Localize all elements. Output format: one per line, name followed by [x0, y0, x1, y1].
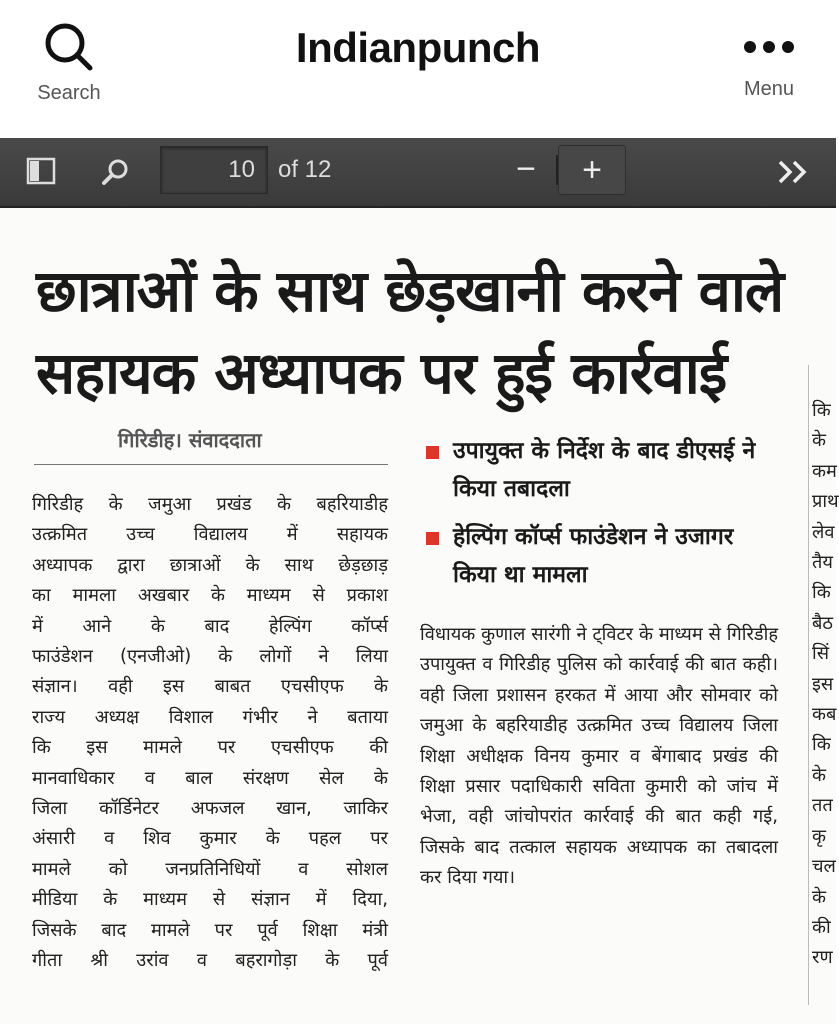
more-dots-icon	[724, 20, 814, 74]
highlight-text: उपायुक्त के निर्देश के बाद डीएसई ने किया तबादला	[453, 438, 756, 502]
column-line: कि	[812, 734, 831, 756]
column-line: राज्य अध्यक्ष विशाल गंभीर ने बताया	[32, 706, 388, 728]
page-count: of 12	[278, 156, 332, 183]
site-title[interactable]: Indianpunch	[295, 24, 541, 71]
search-label: Search	[37, 82, 101, 104]
byline-rule	[34, 464, 388, 465]
column-line: गीता श्री उरांव व बहरागोड़ा के पूर्व	[32, 950, 388, 972]
highlight-item	[424, 432, 784, 508]
menu-label: Menu	[743, 78, 795, 100]
column-line: मानवाधिकार व बाल संरक्षण सेल के	[32, 767, 388, 789]
column-line: तैय	[812, 552, 833, 574]
column-line: के	[812, 764, 826, 786]
menu-button[interactable]	[724, 20, 814, 101]
column-line: उत्क्रमित उच्च विद्यालय में सहायक	[32, 524, 388, 546]
site-header	[0, 0, 836, 138]
article-headline: छात्राओं के साथ छेड़खानी करने वाले सहायक अध्यापक पर हुई कार्रवाई	[36, 257, 784, 407]
zoom-out-button[interactable]: −	[516, 150, 536, 188]
column-line: संज्ञान। वही इस बाबत एचसीएफ के	[32, 676, 388, 698]
column-line: अंसारी व शिव कुमार के पहल पर	[32, 828, 388, 850]
article-column-left	[32, 490, 388, 977]
column-line: कृ	[812, 825, 826, 847]
column-line: सिं	[812, 643, 830, 665]
article-byline: गिरिडीह। संवाददाता	[118, 428, 262, 452]
column-line: कि इस मामले पर एचसीएफ की	[32, 737, 388, 759]
red-square-bullet-icon	[426, 446, 439, 459]
column-line: कम	[812, 460, 837, 482]
pdf-toolbar	[0, 138, 836, 208]
zoom-in-button[interactable]: +	[558, 145, 626, 195]
find-icon[interactable]	[100, 156, 132, 188]
article-column-middle: विधायक कुणाल सारंगी ने ट्विटर के माध्यम से गिरिडीह उपायुक्त व गिरिडीह पुलिस को कार्रवाई की बात कही। वही जिला प्रशासन हरकत में आया और सोमवार को जमुआ के बहरियाडीह उत्क्रमित उच्च विद्यालय जिला शिक्षा अधीक्षक विनय कुमार व बेंगाबाद प्रखंड की शिक्षा प्रसार पदाधिकारी सविता कुमारी को जांच में भेजा, वही जांचोपरांत कार्रवाई की बात कही गई, जिसके बाद तत्काल सहायक अध्यापक का तबादला कर दिया गया।	[420, 624, 778, 889]
column-line: तत	[812, 795, 833, 817]
column-line: लेव	[812, 521, 835, 543]
column-line: कि	[812, 400, 831, 421]
red-square-bullet-icon	[426, 532, 439, 545]
column-line: का मामला अखबार के माध्यम से प्रकाश	[32, 585, 388, 607]
zoom-controls	[494, 145, 626, 195]
tools-chevrons-icon[interactable]	[776, 158, 812, 186]
column-line: कब	[812, 704, 837, 726]
highlight-item	[424, 518, 784, 594]
column-line: की	[812, 916, 831, 938]
column-line: रण	[812, 947, 833, 969]
column-line: कि	[812, 582, 831, 604]
page-number-input[interactable]: 10	[160, 146, 268, 194]
column-line: मीडिया के माध्यम से संज्ञान में दिया,	[32, 889, 388, 911]
column-line: जिसके बाद मामले पर पूर्व शिक्षा मंत्री	[32, 919, 388, 941]
column-line: फाउंडेशन (एनजीओ) के लोगों ने लिया	[32, 646, 388, 668]
column-line: में आने के बाद हेल्पिंग कॉर्प्स	[32, 615, 388, 637]
column-line: इस	[812, 673, 834, 695]
column-line: अध्यापक द्वारा छात्राओं के साथ छेड़छाड़	[32, 554, 388, 576]
column-line: प्राथ	[812, 491, 839, 513]
column-line: चल	[812, 856, 836, 878]
highlight-text: हेल्पिंग कॉर्प्स फाउंडेशन ने उजागर किया था मामला	[453, 524, 734, 588]
column-line: मामले को जनप्रतिनिधियों व सोशल	[32, 858, 388, 880]
article-highlights	[424, 432, 784, 604]
column-line: जिला कॉर्डिनेटर अफजल खान, जाकिर	[32, 798, 388, 820]
column-line: गिरिडीह के जमुआ प्रखंड के बहरियाडीह	[32, 494, 388, 515]
column-divider	[808, 365, 809, 1005]
sidebar-toggle-icon[interactable]	[26, 156, 56, 186]
column-line: बैठ	[812, 612, 833, 634]
column-line: के	[812, 886, 826, 908]
column-line: के	[812, 430, 826, 452]
article-column-right-cut	[812, 396, 839, 974]
